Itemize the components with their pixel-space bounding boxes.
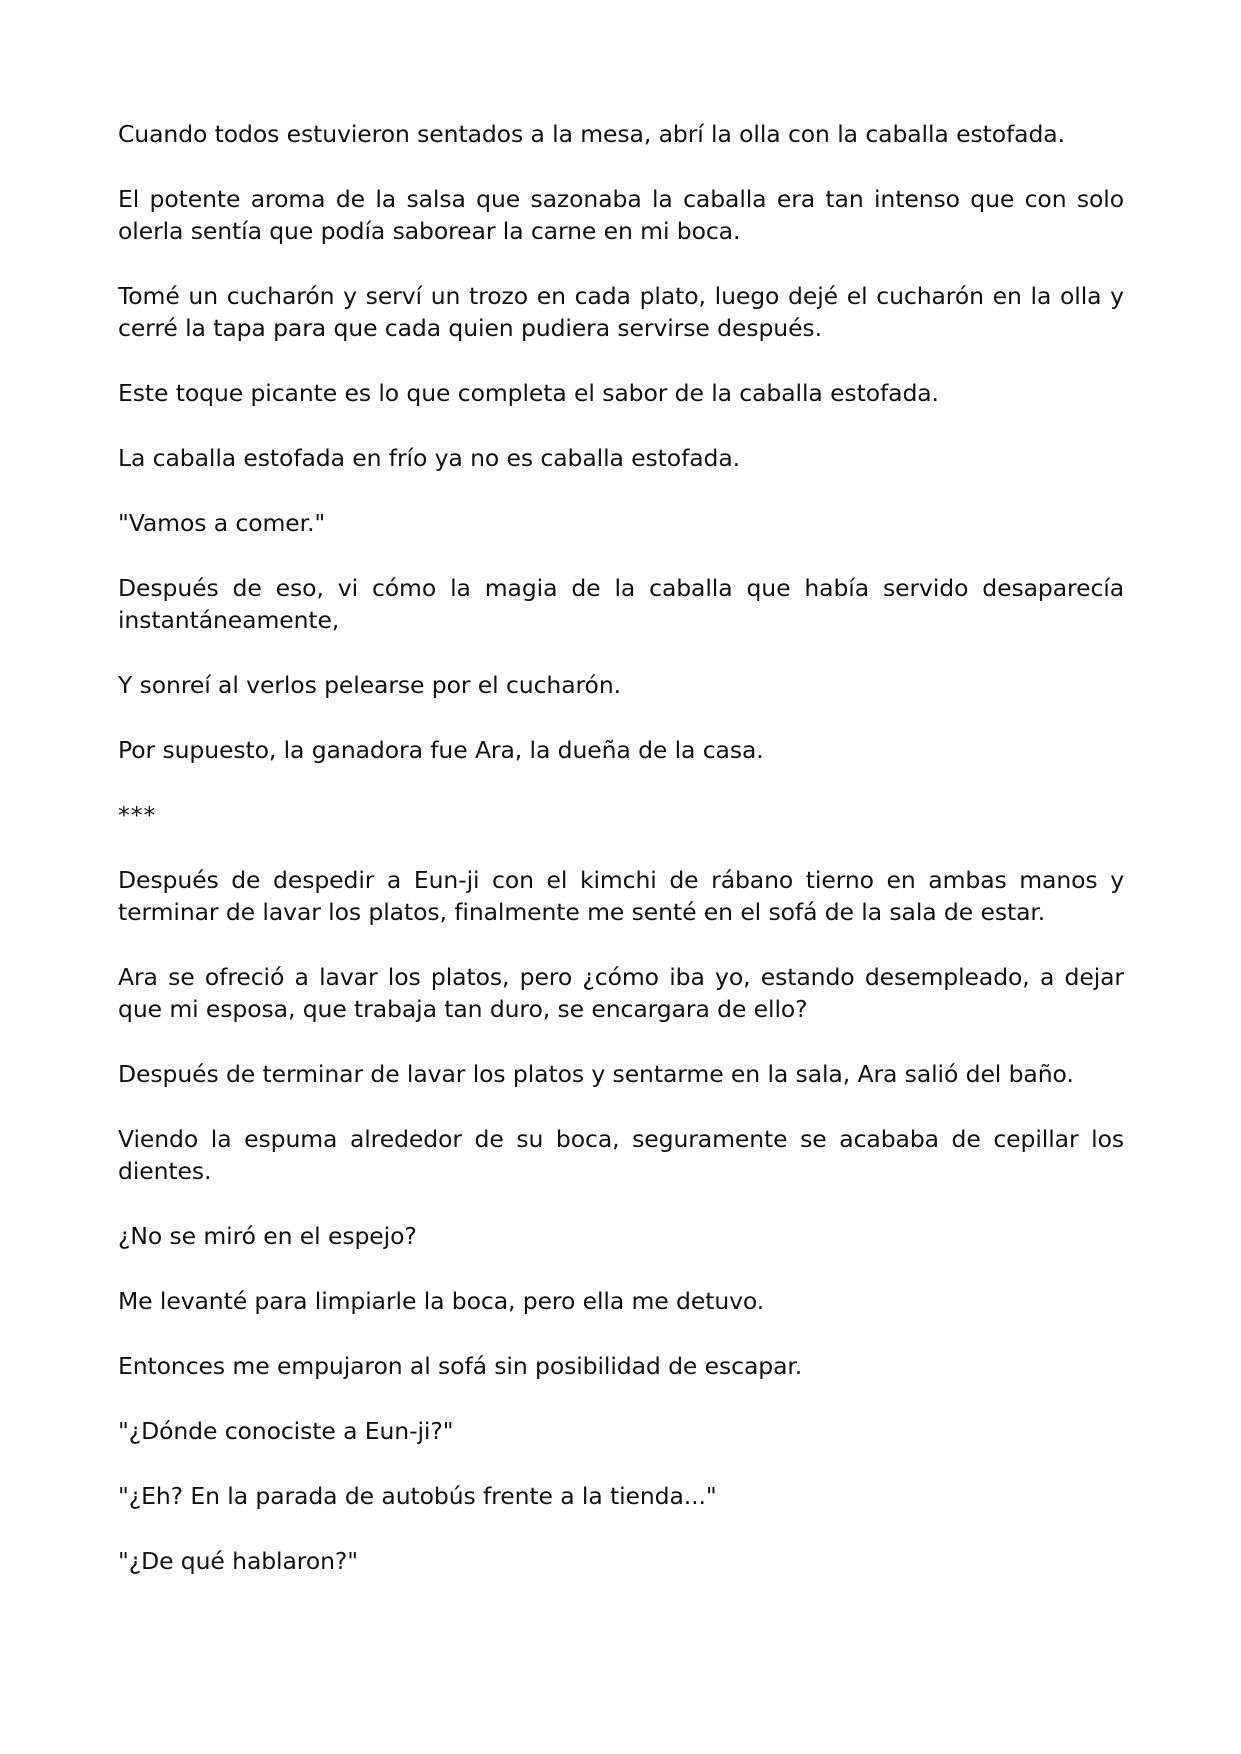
paragraph: Entonces me empujaron al sofá sin posibilidad de escapar. — [118, 1352, 803, 1380]
paragraph: Este toque picante es lo que completa el sabor de la caballa estofada. — [118, 379, 939, 407]
paragraph: "¿Eh? En la parada de autobús frente a la tienda..." — [118, 1482, 717, 1510]
scene-separator: *** — [118, 801, 157, 829]
paragraph: "¿Dónde conociste a Eun-ji?" — [118, 1417, 454, 1445]
paragraph: ¿No se miró en el espejo? — [118, 1222, 417, 1250]
paragraph: Viendo la espuma alrededor de su boca, seguramente se acababa de cepillar los dientes. — [118, 1125, 1124, 1185]
paragraph: Tomé un cucharón y serví un trozo en cada plato, luego dejé el cucharón en la olla y cerré la tapa para que cada quien pudiera servirse después. — [118, 282, 1124, 342]
paragraph: Después de despedir a Eun-ji con el kimchi de rábano tierno en ambas manos y terminar de lavar los platos, finalmente me senté en el sofá de la sala de estar. — [118, 866, 1124, 926]
paragraph: "¿De qué hablaron?" — [118, 1547, 358, 1575]
paragraph: "Vamos a comer." — [118, 509, 326, 537]
paragraph: Por supuesto, la ganadora fue Ara, la dueña de la casa. — [118, 736, 764, 764]
paragraph: El potente aroma de la salsa que sazonaba la caballa era tan intenso que con solo olerla sentía que podía saborear la carne en mi boca. — [118, 185, 1124, 245]
paragraph: Cuando todos estuvieron sentados a la mesa, abrí la olla con la caballa estofada. — [118, 120, 1065, 148]
paragraph: Y sonreí al verlos pelearse por el cucharón. — [118, 671, 621, 699]
document-page — [118, 118, 1124, 1610]
paragraph: Ara se ofreció a lavar los platos, pero ¿cómo iba yo, estando desempleado, a dejar que mi esposa, que trabaja tan duro, se encargara de ello? — [118, 963, 1124, 1023]
paragraph: Me levanté para limpiarle la boca, pero ella me detuvo. — [118, 1287, 765, 1315]
paragraph: La caballa estofada en frío ya no es caballa estofada. — [118, 444, 741, 472]
paragraph: Después de terminar de lavar los platos y sentarme en la sala, Ara salió del baño. — [118, 1060, 1074, 1088]
paragraph: Después de eso, vi cómo la magia de la caballa que había servido desaparecía instantáneamente, — [118, 574, 1124, 634]
